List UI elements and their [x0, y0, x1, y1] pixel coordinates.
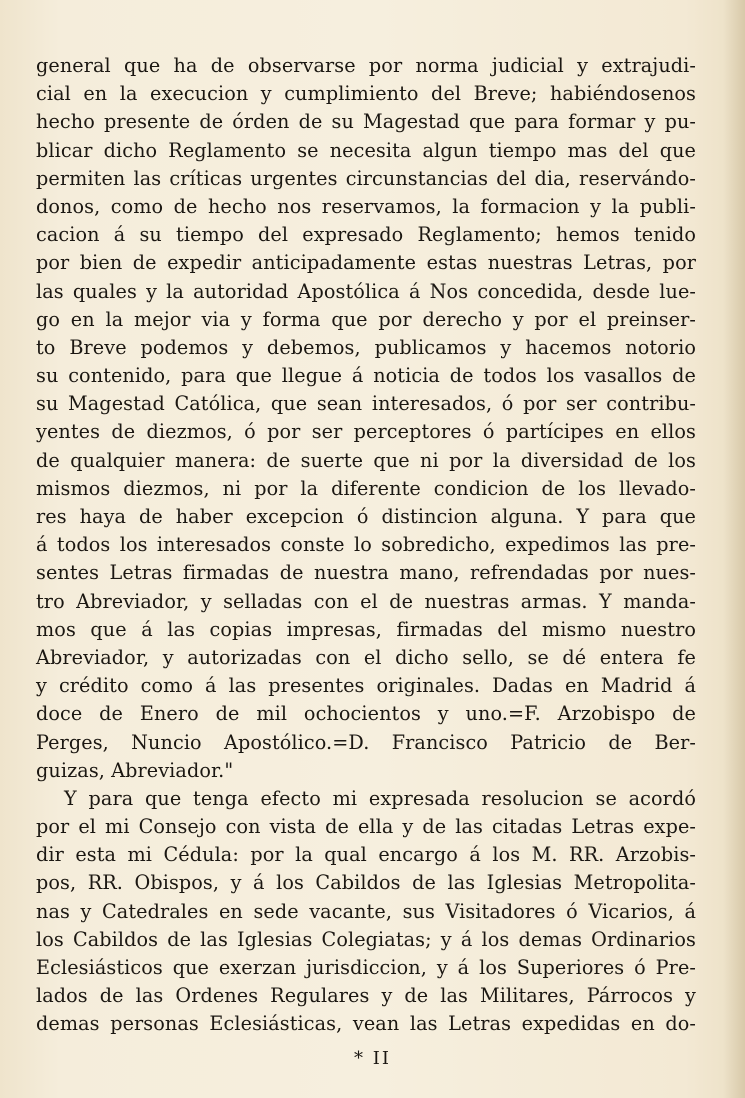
text-line: su contenido, para que llegue á noticia de todos los vasallos de	[36, 364, 696, 388]
text-line: go en la mejor via y forma que por derecho y por el preinser-	[36, 307, 696, 331]
text-line: donos, como de hecho nos reservamos, la formacion y la publi-	[36, 194, 696, 218]
text-line: hecho presente de órden de su Magestad que para formar y pu-	[36, 110, 696, 134]
text-line: dir esta mi Cédula: por la qual encargo á los M. RR. Arzobis-	[36, 843, 696, 867]
text-line: doce de Enero de mil ochocientos y uno.=F. Arzobispo de	[36, 702, 696, 726]
text-line: sentes Letras firmadas de nuestra mano, refrendadas por nues-	[36, 561, 696, 585]
text-line: general que ha de observarse por norma judicial y extrajudi-	[36, 54, 696, 77]
text-line: mismos diezmos, ni por la diferente condicion de los llevado-	[36, 476, 696, 500]
text-line: res haya de haber excepcion ó distincion alguna. Y para que	[36, 505, 696, 528]
text-line: á todos los interesados conste lo sobredicho, expedimos las pre-	[36, 533, 696, 557]
text-line: Eclesiásticos que exerzan jurisdiccion, y á los Superiores ó Pre-	[36, 956, 696, 979]
text-line: los Cabildos de las Iglesias Colegiatas; y á los demas Ordinarios	[36, 927, 696, 951]
text-line: lados de las Ordenes Regulares y de las Militares, Párrocos y	[36, 984, 696, 1008]
text-line: guizas, Abreviador."	[36, 758, 234, 782]
text-line: Abreviador, y autorizadas con el dicho sello, se dé entera fe	[36, 645, 696, 669]
text-line: blicar dicho Reglamento se necesita algun tiempo mas del que	[36, 138, 696, 162]
text-line: por el mi Consejo con vista de ella y de las citadas Letras expe-	[36, 815, 696, 839]
text-line: yentes de diezmos, ó por ser perceptores ó partícipes en ellos	[36, 420, 696, 444]
text-line: cial en la execucion y cumplimiento del Breve; habiéndosenos	[36, 82, 696, 106]
body-text	[36, 52, 696, 1039]
text-line: pos, RR. Obispos, y á los Cabildos de las Iglesias Metropolita-	[36, 871, 696, 895]
text-line: y crédito como á las presentes originales. Dadas en Madrid á	[36, 674, 696, 698]
paragraph-start-line: Y para que tenga efecto mi expresada resolucion se acordó	[64, 786, 696, 810]
text-line: cacion á su tiempo del expresado Reglamento; hemos tenido	[36, 223, 696, 247]
text-line: de qualquier manera: de suerte que ni por la diversidad de los	[36, 448, 696, 472]
text-line: demas personas Eclesiásticas, vean las Letras expedidas en do-	[36, 1012, 696, 1036]
text-line: las quales y la autoridad Apostólica á Nos concedida, desde lue-	[36, 279, 696, 303]
page-edge-shadow	[723, 0, 745, 1098]
text-line: to Breve podemos y debemos, publicamos y hacemos notorio	[36, 335, 696, 359]
text-line: Perges, Nuncio Apostólico.=D. Francisco Patricio de Ber-	[36, 730, 696, 754]
signature-mark: * II	[354, 1048, 391, 1069]
text-line: mos que á las copias impresas, firmadas del mismo nuestro	[36, 617, 696, 641]
text-line: por bien de expedir anticipadamente estas nuestras Letras, por	[36, 251, 696, 275]
text-line: tro Abreviador, y selladas con el de nuestras armas. Y manda-	[36, 589, 696, 613]
text-line: permiten las críticas urgentes circunstancias del dia, reservándo-	[36, 166, 696, 190]
text-line: su Magestad Católica, que sean interesados, ó por ser contribu-	[36, 392, 696, 416]
text-line: nas y Catedrales en sede vacante, sus Visitadores ó Vicarios, á	[36, 899, 696, 923]
